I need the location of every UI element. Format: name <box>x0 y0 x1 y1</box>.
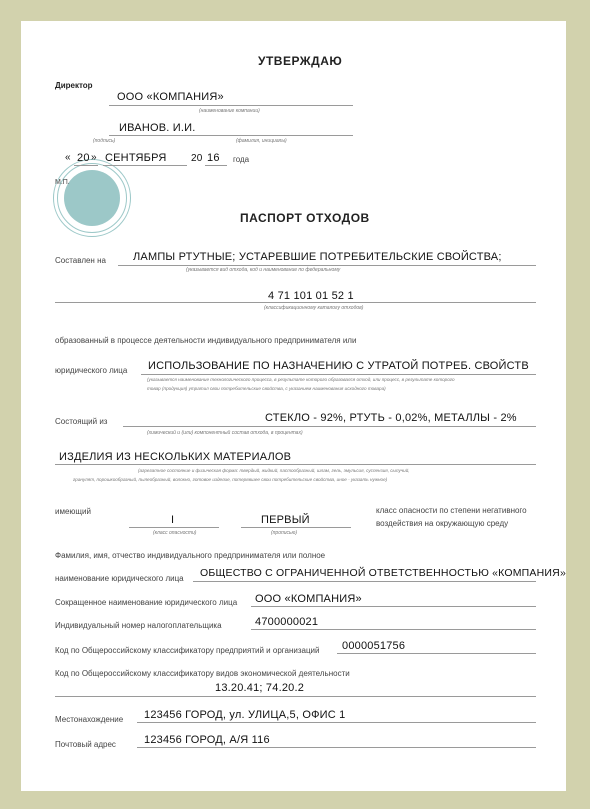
okpo-value: 0000051756 <box>342 640 406 652</box>
state-caption-2: гранулят, порошкообразный, пылеобразный, волокно, готовое изделие, потерявшее свои потребительские свойства, иное - указать нужное) <box>73 477 388 482</box>
process-caption-2: товар (продукция) утратил свои потребительские свойства, с указанием наименования исходного товара) <box>147 386 386 391</box>
fullname-label-1: Фамилия, имя, отчество индивидуального предпринимателя или полное <box>55 551 326 560</box>
company-value: ООО «КОМПАНИЯ» <box>117 91 224 103</box>
signature-caption: (подпись) <box>93 138 116 144</box>
fullname-value: ОБЩЕСТВО С ОГРАНИЧЕННОЙ ОТВЕТСТВЕННОСТЬЮ «КОМПАНИЯ» <box>200 567 566 579</box>
hazard-class-caption: (класс опасности) <box>153 530 197 536</box>
hazard-class-line <box>129 527 219 528</box>
okpo-label: Код по Общероссийскому классификатору предприятий и организаций <box>55 646 320 655</box>
waste-name-value: ЛАМПЫ РТУТНЫЕ; УСТАРЕВШИЕ ПОТРЕБИТЕЛЬСКИЕ СВОЙСТВА; <box>133 251 502 263</box>
location-line <box>137 722 536 723</box>
year-line <box>205 165 227 166</box>
process-line <box>141 374 536 375</box>
year-suffix: 16 <box>207 152 220 164</box>
hazard-words-value: ПЕРВЫЙ <box>261 514 310 526</box>
waste-name-caption: (указывается вид отхода, код и наименование по федеральному <box>186 267 341 273</box>
hazard-class-value: I <box>171 514 175 526</box>
stamp-label: М.П. <box>55 179 70 186</box>
state-value: ИЗДЕЛИЯ ИЗ НЕСКОЛЬКИХ МАТЕРИАЛОВ <box>59 451 292 463</box>
state-caption-1: (агрегатное состояние и физическая форма: твердый, жидкий, пастообразный, шлам, гель, эмульсия, суспензия, сыпучий, <box>138 468 410 473</box>
fullname-label-2: наименование юридического лица <box>55 574 184 583</box>
having-label: имеющий <box>55 507 91 516</box>
hazard-desc-1: класс опасности по степени негативного <box>376 506 527 515</box>
location-label: Местонахождение <box>55 715 124 724</box>
signatory-line <box>109 135 353 136</box>
fullname-line <box>193 581 536 582</box>
legal-entity-label: юридического лица <box>55 366 128 375</box>
short-name-label: Сокращенное наименование юридического лица <box>55 598 238 607</box>
date-open-quote: « <box>65 152 71 163</box>
inn-line <box>251 629 536 630</box>
waste-code-value: 4 71 101 01 52 1 <box>268 290 354 302</box>
composition-line <box>123 426 536 427</box>
inn-value: 4700000021 <box>255 616 319 628</box>
composition-caption: (химический и (или) компонентный состав отхода, в процентах) <box>147 430 303 436</box>
year-prefix: 20 <box>191 153 203 164</box>
hazard-words-line <box>241 527 351 528</box>
date-day: 20 <box>77 152 90 164</box>
stamp-disc <box>64 170 120 226</box>
waste-code-line <box>55 302 536 303</box>
okved-label: Код по Общероссийскому классификатору видов экономической деятельности <box>55 669 350 678</box>
okved-line <box>55 696 536 697</box>
hazard-desc-2: воздействия на окружающую среду <box>376 519 509 528</box>
state-line <box>55 464 536 465</box>
location-value: 123456 ГОРОД, ул. УЛИЦА,5, ОФИС 1 <box>144 709 346 721</box>
compiled-for-label: Составлен на <box>55 256 106 265</box>
approval-heading: УТВЕРЖДАЮ <box>258 54 343 68</box>
day-line <box>74 165 98 166</box>
month-line <box>103 165 187 166</box>
date-close-quote: » <box>91 152 97 163</box>
postal-value: 123456 ГОРОД, А/Я 116 <box>144 734 270 746</box>
inn-label: Индивидуальный номер налогоплательщика <box>55 621 222 630</box>
passport-title: ПАСПОРТ ОТХОДОВ <box>240 211 370 225</box>
year-word: года <box>233 155 250 164</box>
composition-value: СТЕКЛО - 92%, РТУТЬ - 0,02%, МЕТАЛЛЫ - 2% <box>265 412 517 424</box>
process-caption-1: (указывается наименование технологического процесса, в результате которого образовался отход, или процесс, в результате которого <box>147 377 455 382</box>
date-month: СЕНТЯБРЯ <box>105 152 167 164</box>
postal-line <box>137 747 536 748</box>
formed-text: образованный в процессе деятельности индивидуального предпринимателя или <box>55 336 357 345</box>
company-line <box>109 105 353 106</box>
short-name-value: ООО «КОМПАНИЯ» <box>255 593 362 605</box>
document-page <box>21 21 566 791</box>
composition-label: Состоящий из <box>55 417 108 426</box>
okved-value: 13.20.41; 74.20.2 <box>215 682 305 694</box>
company-caption: (наименование компании) <box>199 108 260 114</box>
process-value: ИСПОЛЬЗОВАНИЕ ПО НАЗНАЧЕНИЮ С УТРАТОЙ ПОТРЕБ. СВОЙСТВ <box>148 360 529 372</box>
hazard-words-caption: (прописью) <box>271 530 298 536</box>
surname-caption: (фамилия, инициалы) <box>236 138 287 144</box>
waste-name-line <box>118 265 536 266</box>
postal-label: Почтовый адрес <box>55 740 116 749</box>
signatory-value: ИВАНОВ. И.И. <box>119 122 196 134</box>
director-label: Директор <box>55 81 93 90</box>
waste-code-caption: (классификационному каталогу отходов) <box>264 305 364 311</box>
okpo-line <box>337 653 536 654</box>
short-name-line <box>251 606 536 607</box>
